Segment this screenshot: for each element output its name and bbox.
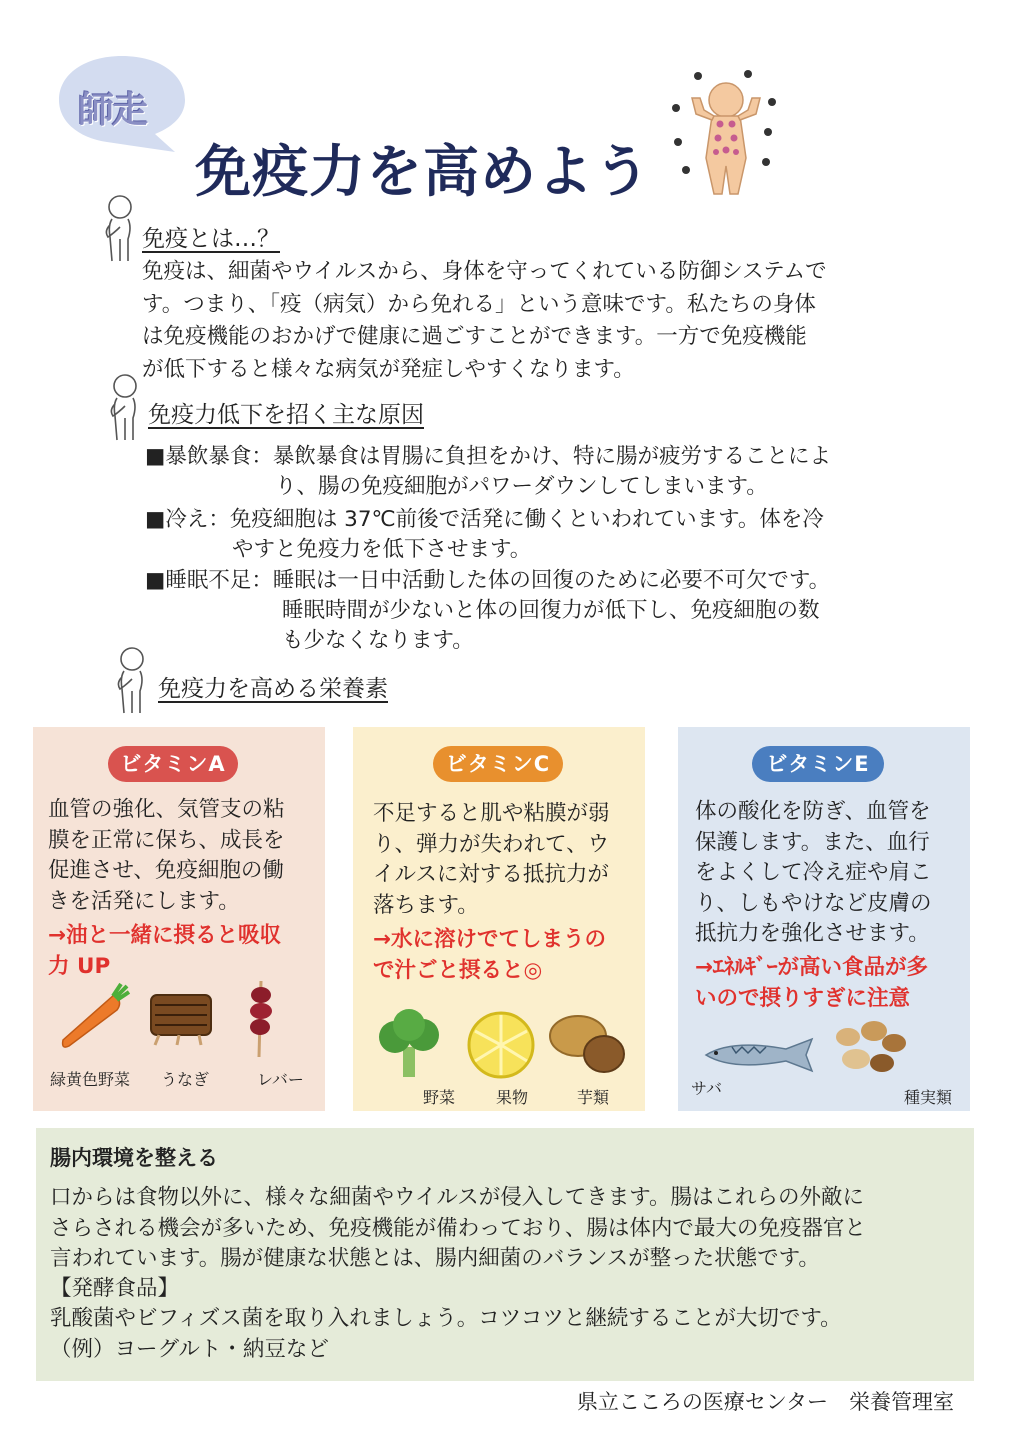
potato-icon: [548, 1012, 628, 1077]
text-line: り、弾力が失われて、ウ: [373, 831, 610, 857]
paragraph-line: 免疫は、細菌やウイルスから、身体を守ってくれている防御システムで: [142, 259, 827, 284]
month-label: 師走: [78, 90, 147, 131]
gut-line: （例）ヨーグルト・納豆など: [50, 1337, 329, 1362]
vitamin-e-card: [678, 727, 970, 1111]
gut-heading: 腸内環境を整える: [50, 1146, 218, 1170]
cause-line: ■冷え：免疫細胞は 37℃前後で活発に働くといわれています。体を冷: [145, 507, 824, 532]
gut-environment-box: [36, 1128, 974, 1381]
text-line: 保護します。また、血行: [695, 829, 930, 855]
tip-line: →水に溶けでてしまうの: [373, 927, 607, 952]
text-line: イルスに対する抵抗力が: [373, 862, 609, 887]
food-caption: サバ: [691, 1079, 723, 1098]
cause-sleep: [145, 566, 830, 656]
mackerel-icon: [702, 1037, 820, 1073]
food-caption: レバー: [257, 1070, 304, 1089]
food-caption: 野菜: [423, 1088, 456, 1107]
food-caption: 緑黄色野菜: [50, 1070, 131, 1089]
text-line: 血管の強化、気管支の粘: [48, 797, 285, 822]
page-title: 免疫力を高めよう: [195, 140, 651, 205]
tip-line: で汁ごと摂ると◎: [373, 957, 543, 983]
section-heading-nutrients: 免疫力を高める栄養素: [158, 676, 388, 702]
text-line: 体の酸化を防ぎ、血管を: [695, 799, 931, 824]
text-line: をよくして冷え症や肩こ: [695, 860, 932, 885]
carrot-icon: [55, 982, 130, 1052]
person-thinking-icon: [110, 645, 150, 717]
nuts-icon: [828, 1017, 910, 1079]
food-caption: 芋類: [577, 1088, 610, 1107]
cause-cold: [145, 505, 824, 565]
cause-line: も少なくなります。: [282, 628, 474, 653]
tip-line: いので摂りすぎに注意: [695, 985, 911, 1011]
food-caption: うなぎ: [161, 1070, 210, 1089]
vitamin-a-text: [48, 795, 285, 917]
cause-line: り、腸の免疫細胞がパワーダウンしてしまいます。: [275, 474, 768, 499]
gut-line: さらされる機会が多いため、免疫機能が備わっており、腸は体内で最大の免疫器官と: [50, 1216, 866, 1241]
food-caption: 種実類: [904, 1088, 953, 1107]
text-line: 不足すると肌や粘膜が弱: [373, 801, 610, 826]
vitamin-a-card: [33, 727, 325, 1111]
vitamin-c-card: [353, 727, 645, 1111]
cause-line: 睡眠時間が少ないと体の回復力が低下し、免疫細胞の数: [282, 598, 820, 623]
vitamin-a-tip: [48, 921, 281, 982]
text-line: 落ちます。: [373, 892, 479, 918]
gut-line: 言われています。腸が健康な状態とは、腸内細菌のバランスが整った状態です。: [50, 1246, 820, 1271]
cause-line: やすと免疫力を低下させます。: [232, 537, 532, 562]
tip-line: 力 UP: [48, 953, 111, 979]
text-line: きを活発にします。: [48, 888, 240, 914]
person-thinking-icon: [98, 193, 138, 265]
cause-overeating: [145, 442, 831, 502]
text-line: 促進させ、免疫細胞の働: [48, 858, 284, 883]
vitamin-e-text: [695, 797, 932, 950]
cause-line: ■睡眠不足：睡眠は一日中活動した体の回復のために必要不可欠です。: [145, 568, 831, 593]
vitamin-c-tip: [373, 925, 606, 986]
eel-skewer-icon: [145, 985, 220, 1047]
vitamin-c-text: [373, 799, 610, 921]
section-heading-causes: 免疫力低下を招く主な原因: [148, 402, 424, 428]
lemon-icon: [463, 1009, 538, 1081]
tip-line: →ｴﾈﾙｷﾞｰが高い食品が多: [695, 955, 929, 980]
text-line: 膜を正常に保ち、成長を: [48, 827, 285, 853]
section-heading-immunity: 免疫とは…？: [142, 226, 280, 252]
paragraph-line: す。つまり、「疫（病気）から免れる」という意味です。私たちの身体: [142, 291, 816, 317]
paragraph-line: が低下すると様々な病気が発症しやすくなります。: [142, 356, 635, 382]
immunity-paragraph: [142, 256, 827, 386]
gut-line: 【発酵食品】: [50, 1276, 180, 1301]
immune-body-mascot-icon: [668, 68, 788, 198]
person-thinking-icon: [103, 372, 143, 444]
cause-line: ■暴飲暴食：暴飲暴食は胃腸に負担をかけ、特に腸が疲労することによ: [145, 444, 831, 469]
vitamin-a-label: ビタミンA: [108, 746, 238, 782]
footer-credit: 県立こころの医療センター 栄養管理室: [576, 1390, 954, 1414]
text-line: 抵抗力を強化させます。: [695, 921, 930, 946]
vitamin-e-tip: [695, 953, 928, 1014]
vitamin-e-label: ビタミンE: [752, 746, 884, 782]
gut-line: 乳酸菌やビフィズス菌を取り入れましょう。コツコツと継続することが大切です。: [50, 1306, 842, 1331]
food-caption: 果物: [496, 1088, 529, 1107]
broccoli-icon: [373, 1009, 448, 1079]
gut-line: 口からは食物以外に、様々な細菌やウイルスが侵入してきます。腸はこれらの外敵に: [50, 1185, 864, 1210]
text-line: り、しもやけなど皮膚の: [695, 890, 932, 916]
liver-skewer-icon: [241, 979, 281, 1059]
paragraph-line: は免疫機能のおかげで健康に過ごすことができます。一方で免疫機能: [142, 324, 807, 349]
vitamin-c-label: ビタミンC: [433, 746, 563, 782]
tip-line: →油と一緒に摂ると吸収: [48, 923, 282, 948]
